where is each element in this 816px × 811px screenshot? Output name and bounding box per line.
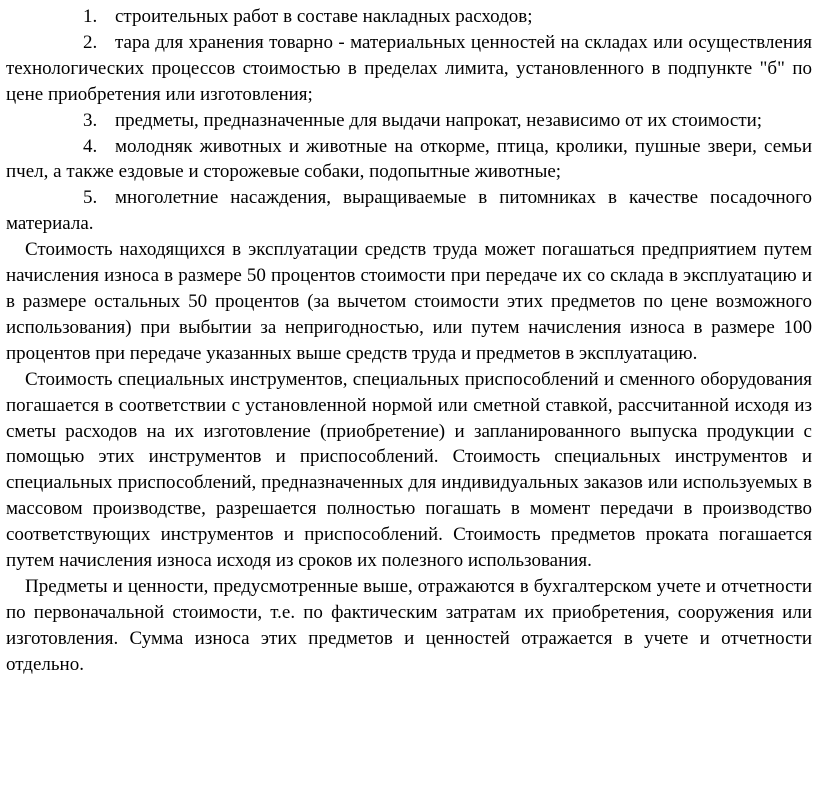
numbered-list	[6, 4, 812, 237]
list-item-number: 5.	[83, 187, 98, 209]
list-item-number: 3.	[83, 109, 98, 131]
list-item-text: тара для хранения товарно - материальных ценностей на складах или осуществления технологических процессов стоимостью в пределах лимита, установленного в подпункте "б" по цене приобретения или изготовления;	[6, 31, 812, 105]
list-item-text: предметы, предназначенные для выдачи напрокат, независимо от их стоимости;	[115, 109, 763, 131]
list-item-text: многолетние насаждения, выращиваемые в питомниках в качестве посадочного материала.	[6, 187, 812, 235]
list-item-number: 4.	[83, 135, 98, 157]
list-item	[6, 134, 812, 186]
paragraph-special-tools: Стоимость специальных инструментов, специальных приспособлений и сменного оборудования погашается в соответствии с установленной нормой или сметной ставкой, рассчитанной исходя из сметы расходов на их изготовление (приобретение) и запланированного выпуска продукции с помощью этих инструментов и приспособлений. Стоимость специальных инструментов и специальных приспособлений, предназначенных для индивидуальных заказов или используемых в массовом производстве, разрешается полностью погашать в момент передачи в производство соответствующих инструментов и приспособлений. Стоимость предметов проката погашается путем начисления износа исходя из сроков их полезного использования.	[6, 368, 812, 572]
list-item-text: молодняк животных и животные на откорме, птица, кролики, пушные звери, семьи пчел, а также ездовые и сторожевые собаки, подопытные животные;	[6, 135, 812, 183]
list-item	[6, 108, 812, 134]
list-item	[6, 4, 812, 30]
paragraph-depreciation-50-percent: Стоимость находящихся в эксплуатации средств труда может погашаться предприятием путем начисления износа в размере 50 процентов стоимости при передаче их со склада в эксплуатацию и в размере остальных 50 процентов (за вычетом стоимости этих предметов по цене возможного использования) при выбытии за непригодностью, или путем начисления износа в размере 100 процентов при передаче указанных выше средств труда и предметов в эксплуатацию.	[6, 239, 812, 364]
paragraph-accounting-reporting: Предметы и ценности, предусмотренные выше, отражаются в бухгалтерском учете и отчетности по первоначальной стоимости, т.е. по фактическим затратам их приобретения, сооружения или изготовления. Сумма износа этих предметов и ценностей отражается в учете и отчетности отдельно.	[6, 575, 812, 675]
list-item	[6, 185, 812, 237]
list-item-text: строительных работ в составе накладных расходов;	[115, 6, 533, 27]
list-item	[6, 30, 812, 108]
list-item-number: 2.	[83, 31, 98, 53]
list-item-number: 1.	[83, 6, 98, 27]
